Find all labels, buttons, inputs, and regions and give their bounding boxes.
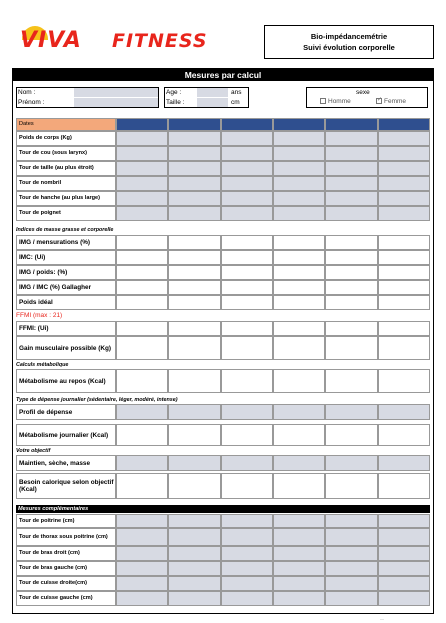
value-cell[interactable] (325, 176, 377, 191)
value-cell[interactable] (221, 295, 273, 310)
value-cell[interactable] (325, 369, 377, 393)
value-cell[interactable] (378, 473, 430, 499)
table-row (16, 176, 430, 191)
value-cell[interactable] (168, 206, 220, 221)
value-cell[interactable] (168, 591, 220, 606)
value-cell[interactable] (325, 546, 377, 561)
table-row (16, 131, 430, 146)
row-label: Poids idéal (16, 295, 116, 310)
row-label: FFMI: (Ui) (16, 321, 116, 336)
femme-label: Femme (384, 98, 407, 105)
value-cell[interactable] (273, 280, 325, 295)
value-cell[interactable] (221, 131, 273, 146)
row-label: Tour de poitrine (cm) (16, 514, 116, 528)
value-cell[interactable] (325, 424, 377, 446)
value-cell[interactable] (116, 235, 168, 250)
table-row (16, 514, 430, 528)
section-objectif: Votre objectif (16, 448, 51, 454)
value-cell[interactable] (221, 176, 273, 191)
page-corner-mark: — (380, 616, 384, 621)
value-cell[interactable] (378, 528, 430, 546)
value-cell[interactable] (325, 191, 377, 206)
value-cell[interactable] (221, 591, 273, 606)
value-cell[interactable] (378, 161, 430, 176)
value-cell[interactable] (116, 280, 168, 295)
table-row (16, 235, 430, 250)
value-cell[interactable] (168, 336, 220, 360)
date-cell[interactable] (378, 118, 430, 131)
value-cell[interactable] (325, 591, 377, 606)
row-label: IMG / poids: (%) (16, 265, 116, 280)
value-cell[interactable] (325, 295, 377, 310)
date-cell[interactable] (325, 118, 377, 131)
nom-field[interactable] (74, 88, 158, 97)
value-cell[interactable] (168, 235, 220, 250)
value-cell[interactable] (273, 176, 325, 191)
row-label: Tour de cou (sous larynx) (16, 146, 116, 161)
value-cell[interactable] (116, 250, 168, 265)
document-header-box (264, 25, 434, 59)
value-cell[interactable] (221, 265, 273, 280)
value-cell[interactable] (116, 561, 168, 576)
table-row (16, 369, 430, 393)
value-cell[interactable] (325, 473, 377, 499)
value-cell[interactable] (378, 336, 430, 360)
value-cell[interactable] (325, 514, 377, 528)
value-cell[interactable] (325, 528, 377, 546)
row-label: Poids de corps (Kg) (16, 131, 116, 146)
value-cell[interactable] (221, 404, 273, 420)
value-cell[interactable] (221, 546, 273, 561)
value-cell[interactable] (273, 321, 325, 336)
row-label: Tour de bras droit (cm) (16, 546, 116, 561)
value-cell[interactable] (273, 455, 325, 471)
value-cell[interactable] (116, 576, 168, 591)
prenom-field[interactable] (74, 98, 158, 107)
table-row (16, 206, 430, 221)
header-line-1: Bio-impédancemétrie (310, 32, 388, 41)
value-cell[interactable] (378, 146, 430, 161)
value-cell[interactable] (116, 546, 168, 561)
row-label: Tour de nombril (16, 176, 116, 191)
value-cell[interactable] (273, 591, 325, 606)
value-cell[interactable] (168, 546, 220, 561)
value-cell[interactable] (325, 321, 377, 336)
row-label: Tour de taille (au plus étroit) (16, 161, 116, 176)
date-cell[interactable] (221, 118, 273, 131)
value-cell[interactable] (221, 528, 273, 546)
check-mark-icon: ✓ (377, 97, 383, 104)
table-row (16, 321, 430, 336)
value-cell[interactable] (378, 235, 430, 250)
value-cell[interactable] (325, 250, 377, 265)
value-cell[interactable] (168, 404, 220, 420)
value-cell[interactable] (116, 321, 168, 336)
section-depense: Type de dépense journalier (sédentaire, léger, modéré, intense) (16, 397, 178, 403)
value-cell[interactable] (116, 369, 168, 393)
value-cell[interactable] (378, 265, 430, 280)
value-cell[interactable] (116, 455, 168, 471)
value-cell[interactable] (116, 404, 168, 420)
age-unit: ans (231, 89, 242, 96)
value-cell[interactable] (378, 591, 430, 606)
value-cell[interactable] (221, 473, 273, 499)
sexe-label: sexe (356, 89, 370, 96)
row-label: IMG / IMC (%) Gallagher (16, 280, 116, 295)
table-row (16, 424, 430, 446)
taille-field[interactable] (197, 98, 228, 107)
row-label: IMG / mensurations (%) (16, 235, 116, 250)
value-cell[interactable] (378, 206, 430, 221)
taille-label: Taille : (166, 99, 185, 106)
section-metabolique: Calculs métabolique (16, 362, 69, 368)
row-label: Tour de hanche (au plus large) (16, 191, 116, 206)
value-cell[interactable] (378, 546, 430, 561)
value-cell[interactable] (325, 146, 377, 161)
value-cell[interactable] (273, 191, 325, 206)
value-cell[interactable] (325, 336, 377, 360)
table-row (16, 161, 430, 176)
table-row (16, 576, 430, 591)
value-cell[interactable] (378, 280, 430, 295)
table-row (16, 250, 430, 265)
value-cell[interactable] (168, 514, 220, 528)
value-cell[interactable] (378, 514, 430, 528)
value-cell[interactable] (273, 206, 325, 221)
ffmi-note: FFMI (max : 21) (16, 312, 63, 319)
value-cell[interactable] (273, 576, 325, 591)
value-cell[interactable] (325, 280, 377, 295)
value-cell[interactable] (221, 424, 273, 446)
value-cell[interactable] (273, 336, 325, 360)
value-cell[interactable] (221, 576, 273, 591)
table-row (16, 455, 430, 471)
value-cell[interactable] (378, 176, 430, 191)
value-cell[interactable] (221, 206, 273, 221)
value-cell[interactable] (168, 473, 220, 499)
table-row (16, 528, 430, 546)
value-cell[interactable] (221, 336, 273, 360)
value-cell[interactable] (273, 514, 325, 528)
value-cell[interactable] (325, 206, 377, 221)
table-row (16, 561, 430, 576)
value-cell[interactable] (273, 161, 325, 176)
logo-text-viva: VIVA (20, 28, 82, 53)
value-cell[interactable] (116, 161, 168, 176)
table-row (16, 295, 430, 310)
value-cell[interactable] (116, 176, 168, 191)
dates-label: Dates (16, 118, 116, 131)
value-cell[interactable] (221, 369, 273, 393)
value-cell[interactable] (116, 514, 168, 528)
value-cell[interactable] (273, 146, 325, 161)
table-row (16, 473, 430, 499)
value-cell[interactable] (116, 473, 168, 499)
value-cell[interactable] (273, 528, 325, 546)
section-complementaires: Mesures complémentaires (16, 505, 430, 513)
value-cell[interactable] (168, 561, 220, 576)
value-cell[interactable] (273, 265, 325, 280)
femme-option[interactable] (376, 97, 406, 106)
row-label: Profil de dépense (16, 404, 116, 420)
value-cell[interactable] (273, 295, 325, 310)
value-cell[interactable] (273, 250, 325, 265)
value-cell[interactable] (378, 369, 430, 393)
value-cell[interactable] (378, 295, 430, 310)
value-cell[interactable] (378, 455, 430, 471)
homme-option[interactable] (320, 97, 351, 106)
value-cell[interactable] (273, 369, 325, 393)
value-cell[interactable] (168, 131, 220, 146)
value-cell[interactable] (273, 404, 325, 420)
section-indices: Indices de masse grasse et corporelle (16, 227, 114, 233)
taille-unit: cm (231, 99, 240, 106)
header-line-2: Suivi évolution corporelle (303, 43, 395, 52)
value-cell[interactable] (168, 295, 220, 310)
value-cell[interactable] (378, 321, 430, 336)
value-cell[interactable] (378, 424, 430, 446)
value-cell[interactable] (325, 235, 377, 250)
row-label: Gain musculaire possible (Kg) (16, 336, 116, 360)
value-cell[interactable] (116, 424, 168, 446)
homme-checkbox[interactable] (320, 98, 326, 104)
value-cell[interactable] (221, 235, 273, 250)
age-field[interactable] (197, 88, 228, 97)
table-row (16, 280, 430, 295)
value-cell[interactable] (168, 161, 220, 176)
prenom-label: Prénom : (18, 99, 45, 106)
row-label: Maintien, sèche, masse (16, 455, 116, 471)
value-cell[interactable] (168, 176, 220, 191)
table-row (16, 404, 430, 420)
value-cell[interactable] (325, 576, 377, 591)
value-cell[interactable] (168, 191, 220, 206)
row-label: Besoin calorique selon objectif (Kcal) (16, 473, 116, 499)
value-cell[interactable] (325, 561, 377, 576)
value-cell[interactable] (378, 191, 430, 206)
value-cell[interactable] (273, 235, 325, 250)
value-cell[interactable] (221, 146, 273, 161)
date-cell[interactable] (116, 118, 168, 131)
value-cell[interactable] (273, 424, 325, 446)
value-cell[interactable] (221, 561, 273, 576)
nom-label: Nom : (18, 89, 36, 96)
value-cell[interactable] (168, 265, 220, 280)
value-cell[interactable] (221, 321, 273, 336)
viva-fitness-logo (20, 26, 220, 62)
row-label: Tour de cuisse gauche (cm) (16, 591, 116, 606)
value-cell[interactable] (378, 404, 430, 420)
value-cell[interactable] (273, 546, 325, 561)
value-cell[interactable] (168, 250, 220, 265)
date-cell[interactable] (168, 118, 220, 131)
value-cell[interactable] (168, 576, 220, 591)
value-cell[interactable] (378, 561, 430, 576)
value-cell[interactable] (168, 424, 220, 446)
femme-checkbox[interactable] (376, 98, 382, 104)
table-row (16, 146, 430, 161)
table-row (16, 546, 430, 561)
row-label: Tour de cuisse droite(cm) (16, 576, 116, 591)
homme-label: Homme (328, 98, 351, 105)
age-label: Age : (166, 89, 182, 96)
value-cell[interactable] (116, 265, 168, 280)
value-cell[interactable] (168, 369, 220, 393)
table-row (16, 191, 430, 206)
table-row (16, 336, 430, 360)
value-cell[interactable] (168, 146, 220, 161)
dates-row (16, 118, 430, 131)
value-cell[interactable] (378, 131, 430, 146)
row-label: Tour de thorax sous poitrine (cm) (16, 528, 116, 546)
page-title: Mesures par calcul (13, 69, 433, 81)
value-cell[interactable] (221, 250, 273, 265)
logo-text-fitness: FITNESS (112, 30, 208, 52)
value-cell[interactable] (325, 131, 377, 146)
value-cell[interactable] (116, 146, 168, 161)
date-cell[interactable] (273, 118, 325, 131)
table-row (16, 591, 430, 606)
value-cell[interactable] (325, 455, 377, 471)
row-label: IMC: (Ui) (16, 250, 116, 265)
value-cell[interactable] (273, 561, 325, 576)
value-cell[interactable] (273, 131, 325, 146)
value-cell[interactable] (325, 404, 377, 420)
value-cell[interactable] (378, 250, 430, 265)
row-label: Tour de bras gauche (cm) (16, 561, 116, 576)
row-label: Tour de poignet (16, 206, 116, 221)
value-cell[interactable] (325, 161, 377, 176)
row-label: Métabolisme au repos (Kcal) (16, 369, 116, 393)
value-cell[interactable] (168, 321, 220, 336)
value-cell[interactable] (325, 265, 377, 280)
value-cell[interactable] (116, 336, 168, 360)
value-cell[interactable] (116, 528, 168, 546)
value-cell[interactable] (221, 455, 273, 471)
value-cell[interactable] (116, 591, 168, 606)
table-row (16, 265, 430, 280)
value-cell[interactable] (273, 473, 325, 499)
value-cell[interactable] (168, 280, 220, 295)
value-cell[interactable] (221, 280, 273, 295)
value-cell[interactable] (221, 161, 273, 176)
value-cell[interactable] (378, 576, 430, 591)
value-cell[interactable] (116, 191, 168, 206)
value-cell[interactable] (168, 528, 220, 546)
value-cell[interactable] (221, 191, 273, 206)
row-label: Métabolisme journalier (Kcal) (16, 424, 116, 446)
value-cell[interactable] (116, 295, 168, 310)
value-cell[interactable] (168, 455, 220, 471)
value-cell[interactable] (116, 131, 168, 146)
value-cell[interactable] (116, 206, 168, 221)
value-cell[interactable] (221, 514, 273, 528)
